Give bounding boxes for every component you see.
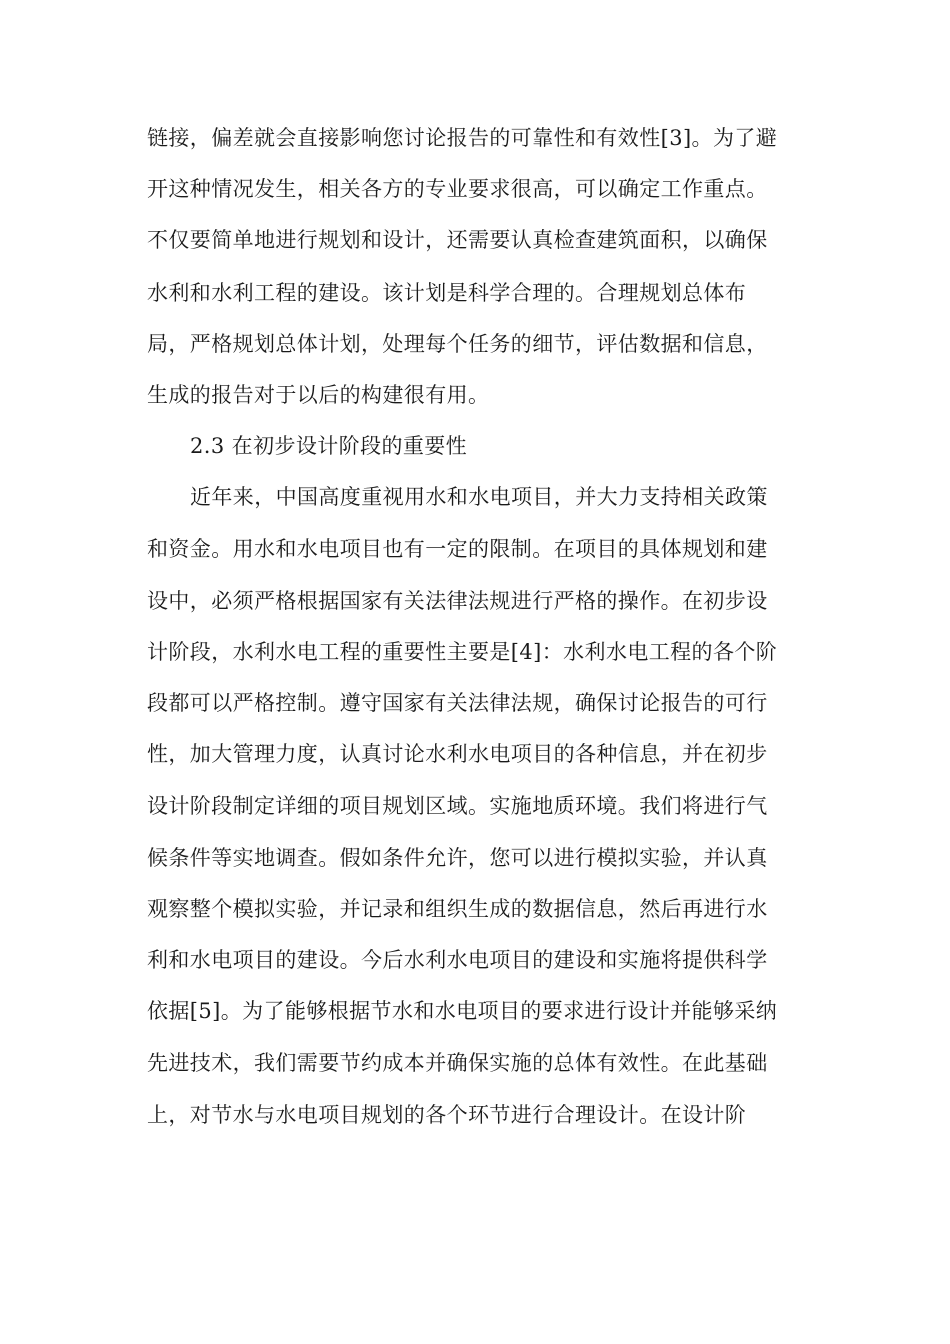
paragraph-line: 生成的报告对于以后的构建很有用。 xyxy=(147,383,490,407)
paragraph-line: 段都可以严格控制。遵守国家有关法律法规，确保讨论报告的可行 xyxy=(147,691,768,715)
paragraph-line: 不仅要简单地进行规划和设计，还需要认真检查建筑面积，以确保 xyxy=(147,228,768,252)
paragraph-line: 利和水电项目的建设。今后水利水电项目的建设和实施将提供科学 xyxy=(147,948,768,972)
paragraph-line: 局，严格规划总体计划，处理每个任务的细节，评估数据和信息， xyxy=(147,332,768,356)
paragraph-line: 和资金。用水和水电项目也有一定的限制。在项目的具体规划和建 xyxy=(147,537,768,561)
section-heading: 2.3 在初步设计阶段的重要性 xyxy=(190,434,468,458)
paragraph-line: 依据[5]。为了能够根据节水和水电项目的要求进行设计并能够采纳 xyxy=(147,999,778,1023)
paragraph-line: 上，对节水与水电项目规划的各个环节进行合理设计。在设计阶 xyxy=(147,1103,747,1127)
paragraph-line: 开这种情况发生，相关各方的专业要求很高，可以确定工作重点。 xyxy=(147,177,768,201)
paragraph-line: 设中，必须严格根据国家有关法律法规进行严格的操作。在初步设 xyxy=(147,589,768,613)
paragraph-line: 候条件等实地调查。假如条件允许，您可以进行模拟实验，并认真 xyxy=(147,846,768,870)
paragraph-line: 设计阶段制定详细的项目规划区域。实施地质环境。我们将进行气 xyxy=(147,794,768,818)
paragraph-line: 计阶段，水利水电工程的重要性主要是[4]：水利水电工程的各个阶 xyxy=(147,640,778,664)
paragraph-line: 链接，偏差就会直接影响您讨论报告的可靠性和有效性[3]。为了避 xyxy=(147,126,778,150)
paragraph-line: 近年来，中国高度重视用水和水电项目，并大力支持相关政策 xyxy=(190,485,768,509)
paragraph-line: 观察整个模拟实验，并记录和组织生成的数据信息，然后再进行水 xyxy=(147,897,768,921)
paragraph-line: 水利和水利工程的建设。该计划是科学合理的。合理规划总体布 xyxy=(147,281,747,305)
paragraph-line: 先进技术，我们需要节约成本并确保实施的总体有效性。在此基础 xyxy=(147,1051,768,1075)
paragraph-line: 性，加大管理力度，认真讨论水利水电项目的各种信息，并在初步 xyxy=(147,742,768,766)
